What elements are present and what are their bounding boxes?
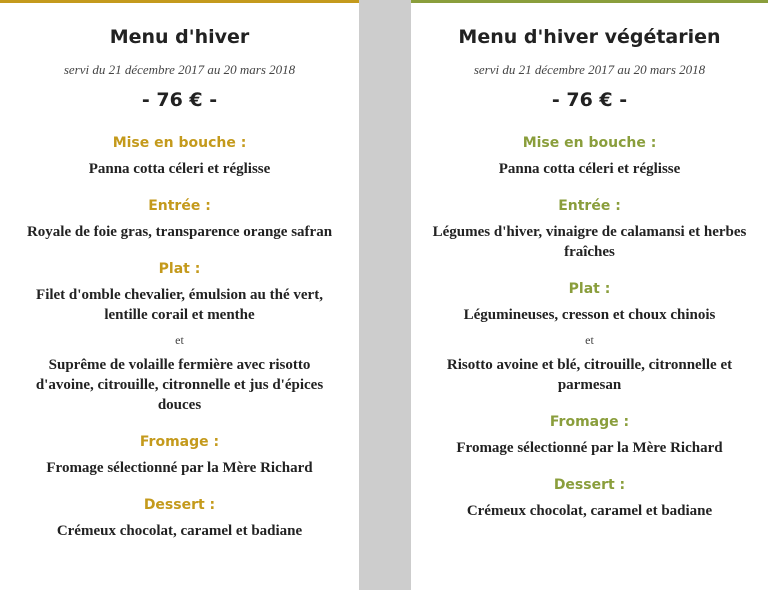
section-fromage [411, 412, 768, 458]
dish: Crémeux chocolat, caramel et badiane [466, 503, 713, 519]
menu-card-vegetarian [411, 0, 768, 590]
section-heading: Mise en bouche : [522, 135, 657, 151]
section-heading: Fromage : [549, 414, 630, 430]
section-heading: Entrée : [148, 198, 211, 214]
dish: Panna cotta céleri et réglisse [498, 161, 681, 177]
menu-dates: servi du 21 décembre 2017 au 20 mars 2018 [473, 62, 706, 77]
dish: Légumineuses, cresson et choux chinois [463, 307, 716, 323]
menu-card-winter [0, 0, 359, 590]
section-dessert [0, 495, 359, 541]
section-fromage [0, 432, 359, 478]
dish: Fromage sélectionné par la Mère Richard [46, 460, 313, 476]
section-heading: Fromage : [139, 434, 220, 450]
dish: Fromage sélectionné par la Mère Richard [456, 440, 723, 456]
or-separator: et [175, 333, 184, 347]
dish-alternative: Suprême de volaille fermière avec risotto d'avoine, citrouille, citronnelle et jus d'épices douces [35, 357, 324, 413]
section-heading: Dessert : [553, 477, 626, 493]
section-heading: Entrée : [558, 198, 621, 214]
dish: Légumes d'hiver, vinaigre de calamansi et herbes fraîches [432, 224, 747, 260]
section-heading: Mise en bouche : [112, 135, 247, 151]
section-entree [411, 196, 768, 262]
section-heading: Plat : [158, 261, 201, 277]
menu-dates: servi du 21 décembre 2017 au 20 mars 2018 [63, 62, 296, 77]
dish: Crémeux chocolat, caramel et badiane [56, 523, 303, 539]
menu-title: Menu d'hiver [109, 26, 250, 48]
section-plat [411, 279, 768, 395]
dish-alternative: Risotto avoine et blé, citrouille, citronnelle et parmesan [446, 357, 733, 393]
section-heading: Plat : [568, 281, 611, 297]
section-amuse-bouche [0, 133, 359, 179]
dish: Royale de foie gras, transparence orange safran [26, 224, 333, 240]
section-dessert [411, 475, 768, 521]
section-entree [0, 196, 359, 242]
dish: Panna cotta céleri et réglisse [88, 161, 271, 177]
menu-title: Menu d'hiver végétarien [458, 26, 721, 48]
section-heading: Dessert : [143, 497, 216, 513]
menu-price: - 76 € - [551, 89, 628, 111]
menu-price: - 76 € - [141, 89, 218, 111]
section-plat [0, 259, 359, 415]
dish: Filet d'omble chevalier, émulsion au thé vert, lentille corail et menthe [36, 287, 323, 323]
section-amuse-bouche [411, 133, 768, 179]
or-separator: et [585, 333, 594, 347]
